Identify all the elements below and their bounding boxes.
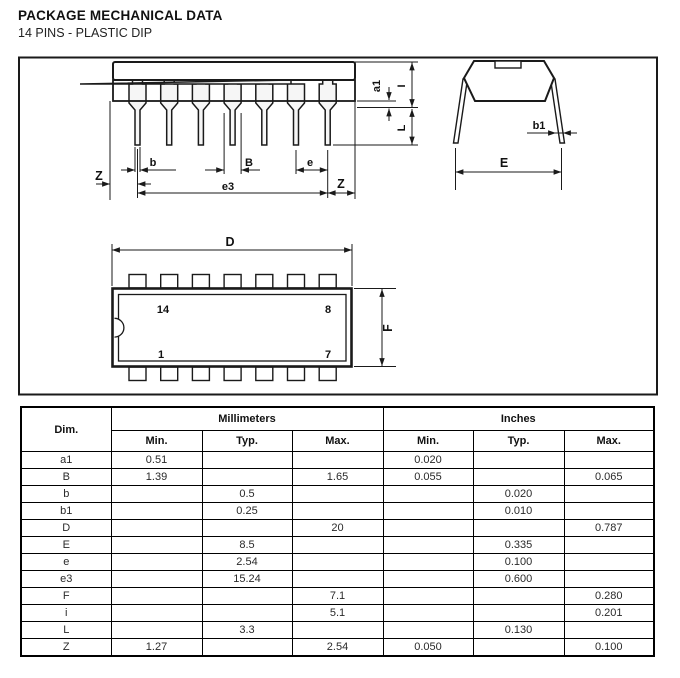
table-row	[21, 486, 654, 503]
value-cell: 0.201	[564, 605, 654, 622]
value-cell: 0.600	[473, 571, 564, 588]
value-cell: 2.54	[292, 639, 383, 656]
table-row	[21, 469, 654, 486]
value-cell	[292, 503, 383, 520]
value-cell	[383, 622, 473, 639]
value-cell	[202, 520, 292, 537]
value-cell	[202, 452, 292, 469]
page-title: PACKAGE MECHANICAL DATA	[18, 8, 223, 23]
dim-label-b: b	[149, 157, 157, 169]
column-header-mm-min: Min.	[111, 431, 202, 452]
table-row	[21, 605, 654, 622]
dim-cell: i	[21, 605, 111, 622]
dim-cell: a1	[21, 452, 111, 469]
value-cell: 0.020	[473, 486, 564, 503]
dimensions-table-body	[21, 452, 654, 656]
value-cell	[111, 537, 202, 554]
value-cell: 1.65	[292, 469, 383, 486]
value-cell: 3.3	[202, 622, 292, 639]
value-cell	[473, 605, 564, 622]
dim-cell: B	[21, 469, 111, 486]
value-cell	[383, 605, 473, 622]
value-cell	[292, 537, 383, 554]
dim-label-a1: a1	[371, 79, 383, 93]
end-view-left-leg	[454, 79, 468, 143]
value-cell	[111, 520, 202, 537]
dim-label-e-cap: E	[499, 156, 509, 170]
dim-cell: Z	[21, 639, 111, 656]
column-header-in-max: Max.	[564, 431, 654, 452]
value-cell: 8.5	[202, 537, 292, 554]
pin-number-1: 1	[157, 349, 165, 361]
value-cell	[564, 571, 654, 588]
end-view	[454, 61, 578, 190]
side-view	[80, 62, 418, 200]
table-row	[21, 622, 654, 639]
dim-cell: e3	[21, 571, 111, 588]
value-cell	[292, 554, 383, 571]
value-cell: 1.27	[111, 639, 202, 656]
value-cell	[202, 469, 292, 486]
dim-label-d-cap: D	[225, 235, 235, 249]
value-cell	[383, 503, 473, 520]
value-cell: 0.100	[473, 554, 564, 571]
value-cell: 1.39	[111, 469, 202, 486]
table-row	[21, 452, 654, 469]
dim-label-e: e	[306, 157, 314, 169]
value-cell: 0.020	[383, 452, 473, 469]
dim-label-e3: e3	[221, 181, 235, 193]
value-cell	[383, 554, 473, 571]
value-cell: 0.065	[564, 469, 654, 486]
value-cell: 0.5	[202, 486, 292, 503]
dim-label-z-left: Z	[95, 169, 103, 183]
dim-cell: b1	[21, 503, 111, 520]
value-cell: 0.51	[111, 452, 202, 469]
value-cell	[292, 452, 383, 469]
value-cell	[202, 639, 292, 656]
dim-label-b1: b1	[532, 120, 546, 132]
column-header-in-typ: Typ.	[473, 431, 564, 452]
dim-label-f-cap: F	[381, 324, 395, 332]
column-header-mm-typ: Typ.	[202, 431, 292, 452]
value-cell	[111, 605, 202, 622]
value-cell	[383, 571, 473, 588]
value-cell	[564, 452, 654, 469]
value-cell	[292, 622, 383, 639]
dim-label-b-cap: B	[245, 157, 253, 169]
value-cell	[473, 452, 564, 469]
pin-number-14: 14	[156, 304, 170, 316]
value-cell	[473, 469, 564, 486]
value-cell: 0.055	[383, 469, 473, 486]
dim-cell: L	[21, 622, 111, 639]
pin-number-8: 8	[324, 304, 332, 316]
value-cell	[473, 588, 564, 605]
value-cell	[202, 605, 292, 622]
dim-cell: E	[21, 537, 111, 554]
table-row	[21, 537, 654, 554]
pin-number-7: 7	[324, 349, 332, 361]
table-row	[21, 503, 654, 520]
table-row	[21, 520, 654, 537]
value-cell: 0.050	[383, 639, 473, 656]
value-cell	[383, 486, 473, 503]
dim-cell: b	[21, 486, 111, 503]
column-header-dim: Dim.	[21, 407, 111, 452]
value-cell	[564, 554, 654, 571]
dim-cell: D	[21, 520, 111, 537]
value-cell: 0.787	[564, 520, 654, 537]
value-cell	[383, 588, 473, 605]
dimensions-table	[20, 406, 655, 657]
value-cell	[473, 639, 564, 656]
side-view-pins	[80, 80, 336, 145]
value-cell: 0.280	[564, 588, 654, 605]
value-cell: 0.335	[473, 537, 564, 554]
column-header-in-min: Min.	[383, 431, 473, 452]
value-cell: 7.1	[292, 588, 383, 605]
page-subtitle: 14 PINS - PLASTIC DIP	[18, 26, 153, 40]
table-row	[21, 571, 654, 588]
value-cell: 0.010	[473, 503, 564, 520]
value-cell: 0.100	[564, 639, 654, 656]
table-row	[21, 554, 654, 571]
group-header-inches: Inches	[383, 407, 654, 431]
value-cell	[564, 622, 654, 639]
value-cell	[564, 537, 654, 554]
package-body-top-outer	[113, 289, 352, 367]
value-cell	[111, 554, 202, 571]
value-cell: 0.25	[202, 503, 292, 520]
table-row	[21, 588, 654, 605]
value-cell	[292, 486, 383, 503]
dim-label-i: I	[396, 84, 408, 88]
value-cell	[473, 520, 564, 537]
value-cell	[111, 622, 202, 639]
value-cell	[111, 571, 202, 588]
value-cell	[111, 503, 202, 520]
value-cell	[383, 537, 473, 554]
value-cell	[111, 486, 202, 503]
value-cell	[111, 588, 202, 605]
end-view-notch	[495, 61, 521, 68]
dim-label-l: L	[396, 124, 408, 132]
value-cell	[292, 571, 383, 588]
column-header-mm-max: Max.	[292, 431, 383, 452]
value-cell: 20	[292, 520, 383, 537]
value-cell	[383, 520, 473, 537]
top-view-pins-top	[129, 275, 336, 289]
dim-cell: e	[21, 554, 111, 571]
package-lid-side	[113, 62, 355, 80]
dim-label-z-right: Z	[337, 177, 345, 191]
value-cell	[564, 486, 654, 503]
value-cell	[202, 588, 292, 605]
dim-cell: F	[21, 588, 111, 605]
value-cell: 15.24	[202, 571, 292, 588]
top-view-pins-bottom	[129, 367, 336, 381]
value-cell: 5.1	[292, 605, 383, 622]
value-cell: 0.130	[473, 622, 564, 639]
value-cell: 2.54	[202, 554, 292, 571]
table-row	[21, 639, 654, 656]
value-cell	[564, 503, 654, 520]
top-view	[112, 244, 396, 381]
group-header-millimeters: Millimeters	[111, 407, 383, 431]
